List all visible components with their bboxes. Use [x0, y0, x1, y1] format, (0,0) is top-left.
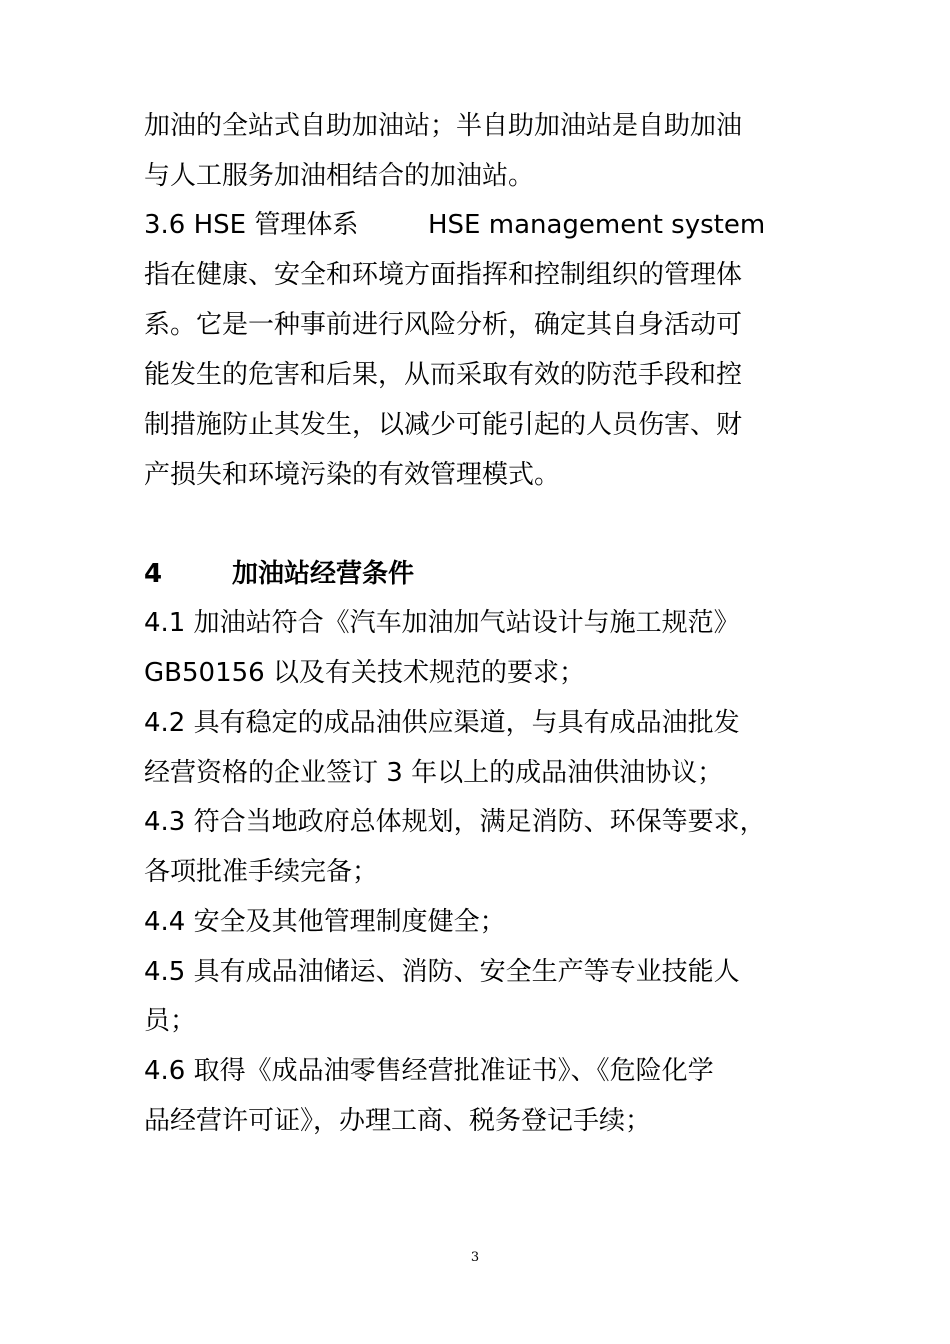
definition-line: 指在健康、安全和环境方面指挥和控制组织的管理体	[144, 260, 743, 290]
list-item: 4.1 加油站符合《汽车加油加气站设计与施工规范》	[144, 608, 740, 638]
term-code: 3.6 HSE 管理体系	[144, 210, 359, 240]
list-item: 4.2 具有稳定的成品油供应渠道，与具有成品油批发	[144, 708, 740, 738]
list-item: 4.5 具有成品油储运、消防、安全生产等专业技能人	[144, 957, 740, 987]
section-number: 4	[144, 559, 163, 589]
page-number: 3	[470, 1250, 480, 1265]
list-item: 品经营许可证》，办理工商、税务登记手续；	[144, 1106, 652, 1136]
section-title: 加油站经营条件	[232, 559, 415, 589]
list-item: GB50156 以及有关技术规范的要求；	[144, 658, 585, 688]
term-english: HSE management system	[428, 210, 766, 240]
list-item: 经营资格的企业签订 3 年以上的成品油供油协议；	[144, 758, 724, 788]
term-heading	[144, 208, 765, 242]
list-item: 4.3 符合当地政府总体规划，满足消防、环保等要求，	[144, 807, 766, 837]
section-heading	[144, 557, 414, 591]
definition-line: 能发生的危害和后果，从而采取有效的防范手段和控	[144, 360, 743, 390]
definition-line: 制措施防止其发生，以减少可能引起的人员伤害、财	[144, 410, 743, 440]
list-item: 员；	[144, 1006, 197, 1036]
list-item: 4.4 安全及其他管理制度健全；	[144, 907, 506, 937]
list-item: 4.6 取得《成品油零售经营批准证书》、《危险化学	[144, 1056, 714, 1086]
list-item: 各项批准手续完备；	[144, 857, 379, 887]
text-line: 与人工服务加油相结合的加油站。	[144, 161, 535, 191]
text-line: 加油的全站式自助加油站；半自助加油站是自助加油	[144, 111, 743, 141]
definition-line: 系。它是一种事前进行风险分析，确定其自身活动可	[144, 310, 743, 340]
definition-line: 产损失和环境污染的有效管理模式。	[144, 460, 561, 490]
